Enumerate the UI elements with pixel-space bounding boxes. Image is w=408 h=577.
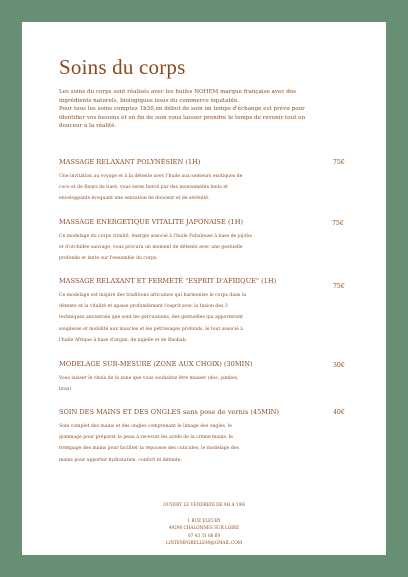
intro-line: Pour tous les soins comptez 1h30,en début de soin un temps d'échange est prévu pour bbox=[59, 106, 305, 113]
intro-text bbox=[59, 88, 359, 131]
address-line: 1 RUE FLEURY bbox=[187, 518, 221, 523]
service-name: SOIN DES MAINS ET DES ONGLES sans pose de vernis (45MIN) bbox=[59, 408, 279, 416]
description-line: Ce modelage du corps vitalité, énergie associé à l'huile Fabuleuse à base de jojoba bbox=[59, 234, 252, 239]
service-item-polynesien bbox=[59, 158, 359, 205]
service-price: 40€ bbox=[333, 409, 345, 416]
address-line: 49290 CHALONNES SUR LOIRE bbox=[168, 525, 240, 531]
service-description bbox=[59, 290, 359, 346]
service-item-mains-ongles bbox=[59, 408, 359, 466]
description-line: techniques ancestrale que sont les percussions, des gestuelles qui apporteront bbox=[59, 315, 244, 321]
intro-line: ingrédients naturels, biologiques issus du commerce équitable. bbox=[59, 97, 239, 104]
email-address: LINTEMPORELLE49@GMAIL.COM bbox=[165, 540, 243, 546]
hours-text: OUVERT LE VENDREDI DE 9H À 19H bbox=[163, 502, 245, 507]
service-name: MASSAGE RELAXANT POLYNÉSIEN (1H) bbox=[59, 158, 201, 166]
service-price: 75€ bbox=[332, 220, 344, 227]
service-price: 75€ bbox=[333, 283, 345, 290]
description-line: enveloppants évoquant une sensation de douceur et de sérénité. bbox=[59, 196, 210, 202]
service-item-afrique bbox=[59, 277, 359, 346]
service-item-japonaise bbox=[59, 218, 359, 265]
contact-info bbox=[22, 517, 386, 547]
description-line: gommage pour préparer la peau à recevoir les actifs de la crème mains, le bbox=[59, 435, 234, 441]
description-line: et d'orchidée sauvage, vous procura un moment de détente avec une gestuelle bbox=[59, 245, 243, 251]
description-line: Une invitation au voyage et à la détente avec l'huile aux senteurs exotiques de bbox=[59, 174, 243, 179]
service-name: MASSAGE RELAXANT ET FERMETÉ "ESPRIT D'AFRIQUE" (1H) bbox=[59, 277, 277, 285]
description-line: Vous laisser le choix de la zone que vous souhaitez être masser (dos, jambes, bbox=[59, 376, 239, 381]
service-description bbox=[59, 421, 359, 466]
description-line: bras) bbox=[59, 387, 72, 393]
service-name: MODELAGE SUR-MESURE (ZONE AUX CHOIX) (30MIN) bbox=[59, 360, 253, 368]
intro-line: douceur à la réalité. bbox=[59, 123, 117, 130]
description-line: coco et de fleurs de tiaré, vous serez bercé par des mouvements lents et bbox=[59, 185, 228, 191]
opening-hours bbox=[22, 501, 386, 508]
description-line: mains pour apporter hydratation, confort et détente. bbox=[59, 457, 182, 463]
menu-page bbox=[22, 22, 386, 555]
service-description bbox=[59, 231, 359, 265]
service-description bbox=[59, 373, 359, 395]
description-line: Soin complet des mains et des ongles comprenant le limage des ongles, le bbox=[59, 424, 233, 429]
intro-line: identifier vos besoins et en fin de soin vous laisser prendre le temps de revenir tout en bbox=[59, 114, 306, 121]
service-price: 30€ bbox=[333, 362, 345, 369]
description-line: souplesse et mobilité aux muscles et les pétrissages profonds, le tout associé à bbox=[59, 326, 244, 332]
service-description bbox=[59, 171, 359, 205]
description-line: profonde et lente sur l'ensemble du corps. bbox=[59, 256, 158, 262]
description-line: Ce modelage est inspiré des traditions africaines qui harmonise le corps dans la bbox=[59, 293, 247, 298]
page-title: Soins du corps bbox=[59, 55, 186, 79]
intro-line: Les soins du corps sont réalisés avec les huiles NOHEM marque française avec des bbox=[59, 89, 297, 95]
description-line: l'huile Afrique à base d'argan, de nigelle et de Baobab. bbox=[59, 337, 187, 343]
description-line: détente et la vitalité et apaise profondément l'esprit avec la fusion des 3 bbox=[59, 304, 228, 310]
description-line: trempage des mains pour faciliter la repousse des cuticules, le modelage des bbox=[59, 446, 239, 452]
service-price: 75€ bbox=[333, 159, 345, 166]
service-item-sur-mesure bbox=[59, 360, 359, 395]
service-name: MASSAGE ENERGETIQUE VITALITE JAPONAISE (1H) bbox=[59, 218, 244, 226]
phone-number: 07 43 31 68 69 bbox=[188, 532, 220, 538]
